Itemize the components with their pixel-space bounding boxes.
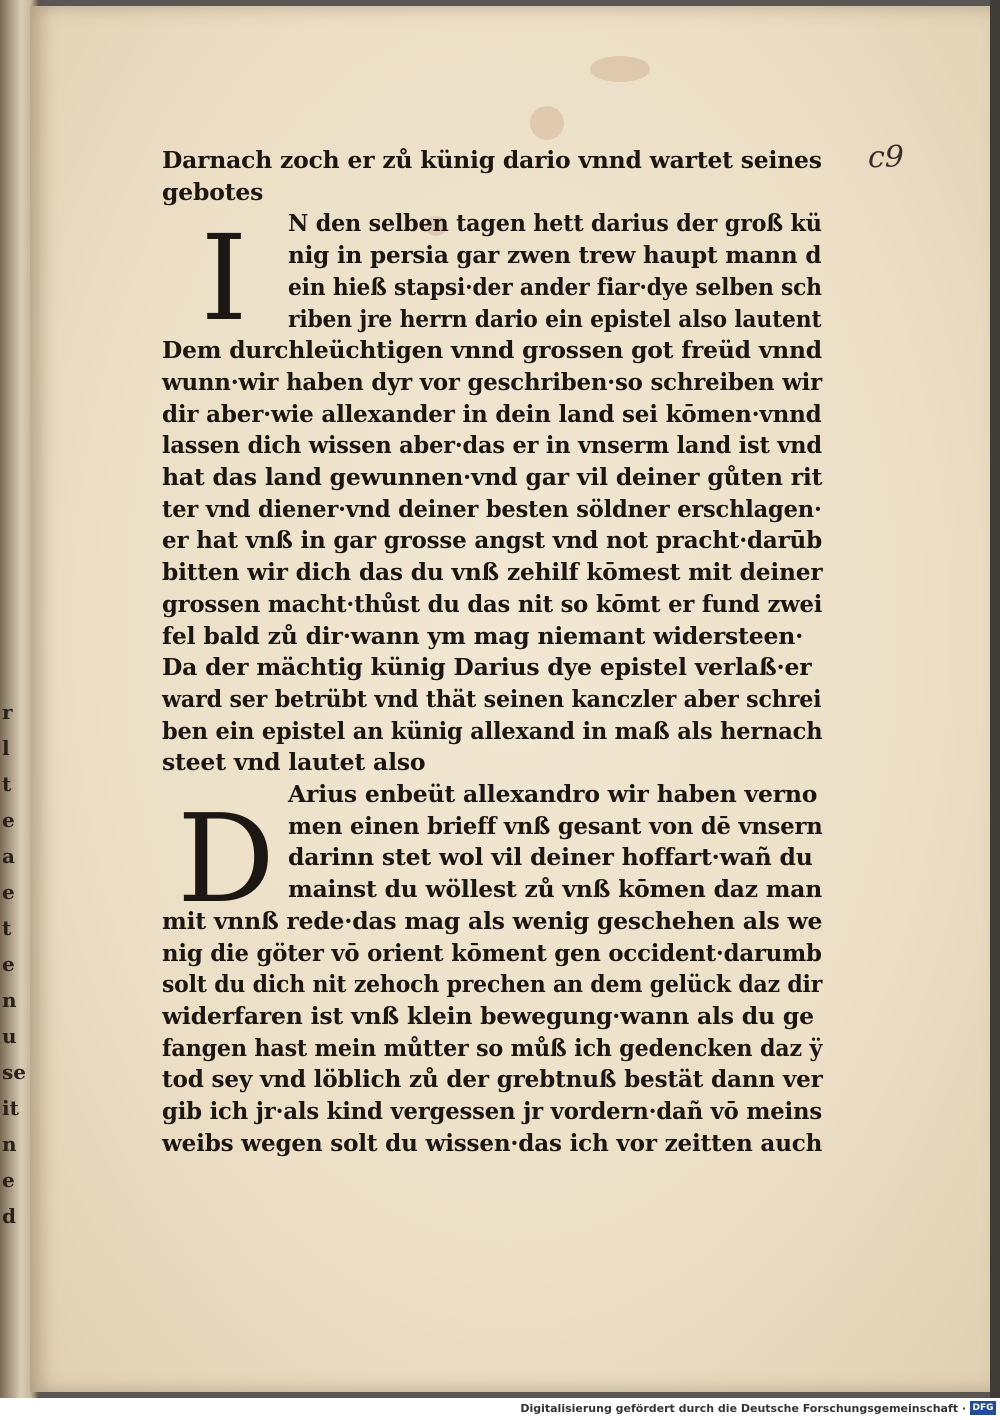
text-line: weibs wegen solt du wissen·das ich vor zeitten auch <box>162 1128 823 1157</box>
text-line: mainst du wöllest zů vnß kōmen daz man <box>288 875 823 904</box>
margin-letter: e <box>2 880 15 904</box>
text-line: lassen dich wissen aber·das er in vnserm land ist vnd <box>162 431 822 460</box>
text-line: fel bald zů dir·wann ym mag niemant widersteen· <box>162 621 804 650</box>
text-line: gebotes <box>162 177 264 206</box>
text-line: ter vnd diener·vnd deiner besten söldner erschlagen· <box>162 494 822 523</box>
text-line: grossen macht·thůst du das nit so kōmt er fund zwei <box>162 589 823 618</box>
margin-letter: n <box>2 1132 17 1156</box>
scan-right-border <box>990 0 1000 1398</box>
text-line: widerfaren ist vnß klein bewegung·wann als du ge <box>162 1001 814 1030</box>
text-line: Da der mächtig künig Darius dye epistel verlaß·er <box>162 653 812 682</box>
margin-letter: d <box>2 1204 16 1228</box>
dfg-logo: DFG <box>970 1401 996 1415</box>
margin-letter: e <box>2 952 15 976</box>
text-line: wunn·wir haben dyr vor geschriben·so schreiben wir <box>162 367 823 396</box>
text-line: ward ser betrübt vnd thät seinen kanczler aber schrei <box>162 684 822 713</box>
text-line: nig die göter vō orient kōment gen occident·darumb <box>162 938 822 967</box>
text-line: bitten wir dich das du vnß zehilf kōmest mit deiner <box>162 558 823 587</box>
paper-stain <box>590 56 650 82</box>
text-line: nig in persia gar zwen trew haupt mann d <box>288 241 822 270</box>
text-line: Darnach zoch er zů künig dario vnnd wartet seines <box>162 146 822 174</box>
funding-credit: Digitalisierung gefördert durch die Deutsche Forschungsgemeinschaft · <box>520 1402 966 1415</box>
text-line: mit vnnß rede·das mag als wenig geschehen als we <box>162 906 823 935</box>
margin-letter: t <box>2 916 12 940</box>
text-line: tod sey vnd löblich zů der grebtnuß bestät dann ver <box>162 1065 823 1094</box>
margin-letter: u <box>2 1024 17 1048</box>
text-line: N den selben tagen hett darius der groß kü <box>288 209 822 238</box>
margin-letter: r <box>2 700 13 724</box>
text-line: ben ein epistel an künig allexand in maß als hernach <box>162 716 823 745</box>
margin-letter: e <box>2 1168 15 1192</box>
margin-letter: a <box>2 844 15 868</box>
text-line: hat das land gewunnen·vnd gar vil deiner gůten rit <box>162 463 823 491</box>
margin-letter: e <box>2 808 15 832</box>
text-line: fangen hast mein můtter so můß ich gedencken daz ÿ <box>162 1033 823 1062</box>
text-line: ein hieß stapsi·der ander fiar·dye selben sch <box>288 272 822 301</box>
folio-number: c9 <box>868 140 904 175</box>
text-line: Arius enbeüt allexandro wir haben verno <box>288 780 818 808</box>
decorated-initial-d: D <box>177 788 275 930</box>
paper-stain <box>530 106 564 140</box>
text-line: Dem durchleüchtigen vnnd grossen got freüd vnnd <box>162 336 822 365</box>
text-line: riben jre herrn dario ein epistel also lautent <box>288 304 822 333</box>
margin-letter: l <box>2 736 10 760</box>
decorated-initial-i: I <box>200 209 248 347</box>
text-line: solt du dich nit zehoch prechen an dem gelück daz dir <box>162 970 823 999</box>
text-line: gib ich jr·als kind vergessen jr vordern·dañ vō meins <box>162 1097 822 1125</box>
text-line: steet vnd lautet also <box>162 748 426 777</box>
footer-bar <box>0 1398 1000 1420</box>
margin-letter: it <box>2 1096 19 1120</box>
text-line: er hat vnß in gar grosse angst vnd not pracht·darūb <box>162 526 822 555</box>
margin-letter: n <box>2 988 17 1012</box>
text-line: dir aber·wie allexander in dein land sei kōmen·vnnd <box>162 399 822 428</box>
text-line: men einen brieff vnß gesant von dē vnsern <box>288 811 823 840</box>
margin-letter: t <box>2 772 12 796</box>
margin-letter: se <box>2 1060 26 1084</box>
text-line: darinn stet wol vil deiner hoffart·wañ du <box>288 843 813 872</box>
